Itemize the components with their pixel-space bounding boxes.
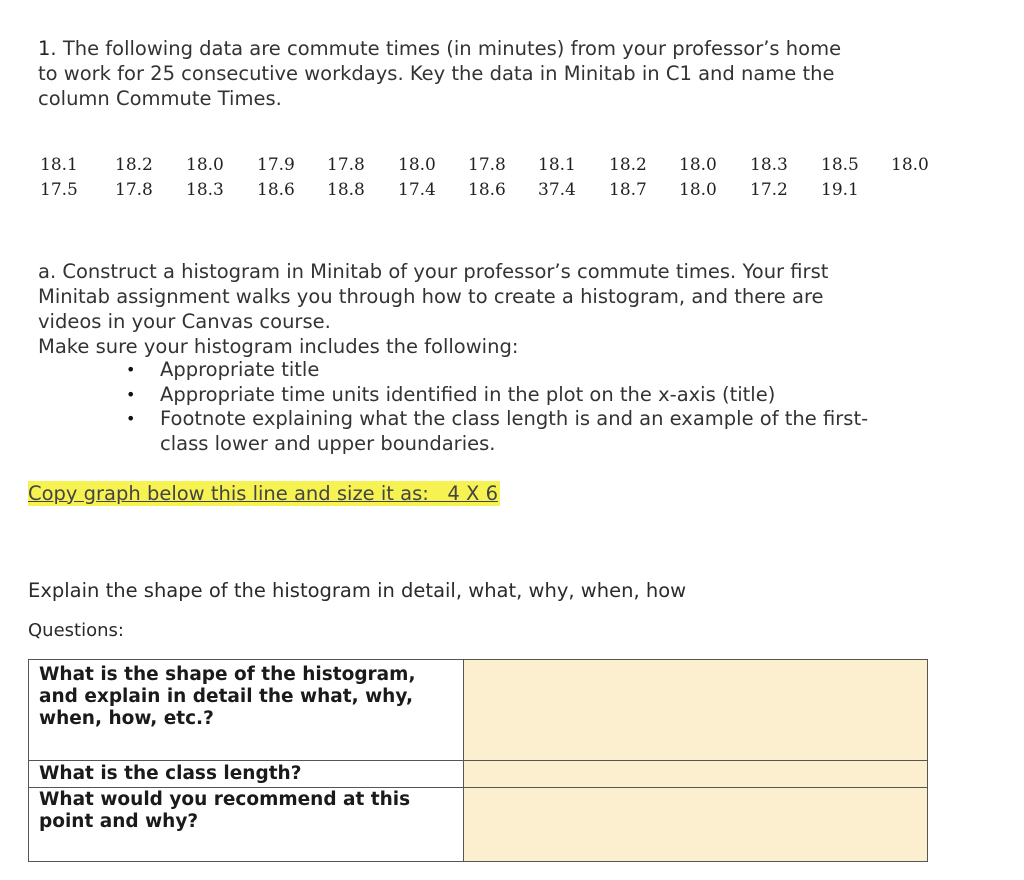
data-value: 17.8 bbox=[468, 155, 506, 175]
list-item bbox=[120, 383, 868, 408]
bullet-icon: • bbox=[126, 360, 136, 379]
copy-graph-instruction: Copy graph below this line and size it as: 4 X 6 bbox=[28, 482, 498, 505]
data-value: 18.0 bbox=[398, 155, 436, 175]
data-value: 17.9 bbox=[257, 155, 295, 175]
data-value: 17.8 bbox=[327, 155, 365, 175]
list-item-text: Appropriate title bbox=[160, 358, 320, 381]
requirements-list bbox=[120, 358, 868, 456]
table-row bbox=[29, 660, 928, 761]
part-a-line: Make sure your histogram includes the following: bbox=[38, 335, 519, 358]
list-item-text: class lower and upper boundaries. bbox=[160, 431, 496, 455]
data-value: 18.3 bbox=[750, 155, 788, 175]
data-value: 18.0 bbox=[679, 180, 717, 200]
list-item-text: Footnote explaining what the class length is and an example of the first- bbox=[160, 407, 869, 430]
question-1-line: to work for 25 consecutive workdays. Key the data in Minitab in C1 and name the bbox=[38, 62, 835, 85]
answer-cell[interactable] bbox=[464, 660, 928, 761]
question-cell: What is the shape of the histogram, and explain in detail the what, why, when, how, etc.? bbox=[29, 660, 464, 761]
data-value: 18.3 bbox=[186, 180, 224, 200]
data-value: 18.7 bbox=[609, 180, 647, 200]
list-item bbox=[120, 407, 868, 456]
data-value: 17.5 bbox=[40, 180, 78, 200]
question-1-text bbox=[38, 36, 841, 111]
part-a-line: videos in your Canvas course. bbox=[38, 310, 331, 333]
question-cell: What would you recommend at this point and why? bbox=[29, 788, 464, 862]
data-value: 18.0 bbox=[679, 155, 717, 175]
data-value: 17.4 bbox=[398, 180, 436, 200]
data-value: 17.8 bbox=[115, 180, 153, 200]
questions-label: Questions: bbox=[28, 620, 124, 641]
data-value: 18.6 bbox=[257, 180, 295, 200]
data-value: 17.2 bbox=[750, 180, 788, 200]
part-a-line: a. Construct a histogram in Minitab of your professor’s commute times. Your first bbox=[38, 260, 829, 283]
answer-cell[interactable] bbox=[464, 788, 928, 862]
question-number: 1. bbox=[38, 37, 57, 60]
answer-cell[interactable] bbox=[464, 761, 928, 788]
explain-prompt: Explain the shape of the histogram in detail, what, why, when, how bbox=[28, 579, 687, 602]
data-value: 18.1 bbox=[40, 155, 78, 175]
question-cell: What is the class length? bbox=[29, 761, 464, 788]
part-a-line: Minitab assignment walks you through how to create a histogram, and there are bbox=[38, 285, 824, 308]
data-value: 18.5 bbox=[821, 155, 859, 175]
table-row bbox=[29, 761, 928, 788]
part-a-text bbox=[38, 259, 828, 359]
table-row bbox=[29, 788, 928, 862]
data-value: 18.2 bbox=[115, 155, 153, 175]
question-answer-table bbox=[28, 659, 928, 862]
question-1-line: column Commute Times. bbox=[38, 87, 282, 110]
list-item bbox=[120, 358, 868, 383]
data-value: 18.1 bbox=[538, 155, 576, 175]
data-value: 18.2 bbox=[609, 155, 647, 175]
data-value: 18.8 bbox=[327, 180, 365, 200]
bullet-icon: • bbox=[126, 384, 136, 404]
list-item-text: Appropriate time units identified in the plot on the x-axis (title) bbox=[160, 382, 776, 406]
question-1-line: 1. The following data are commute times (in minutes) from your professor’s home bbox=[38, 37, 842, 60]
data-value: 18.0 bbox=[891, 155, 929, 175]
data-value: 19.1 bbox=[821, 180, 859, 200]
data-value: 18.0 bbox=[186, 155, 224, 175]
data-value: 18.6 bbox=[468, 180, 506, 200]
bullet-icon: • bbox=[126, 409, 136, 428]
data-value: 37.4 bbox=[538, 180, 576, 200]
